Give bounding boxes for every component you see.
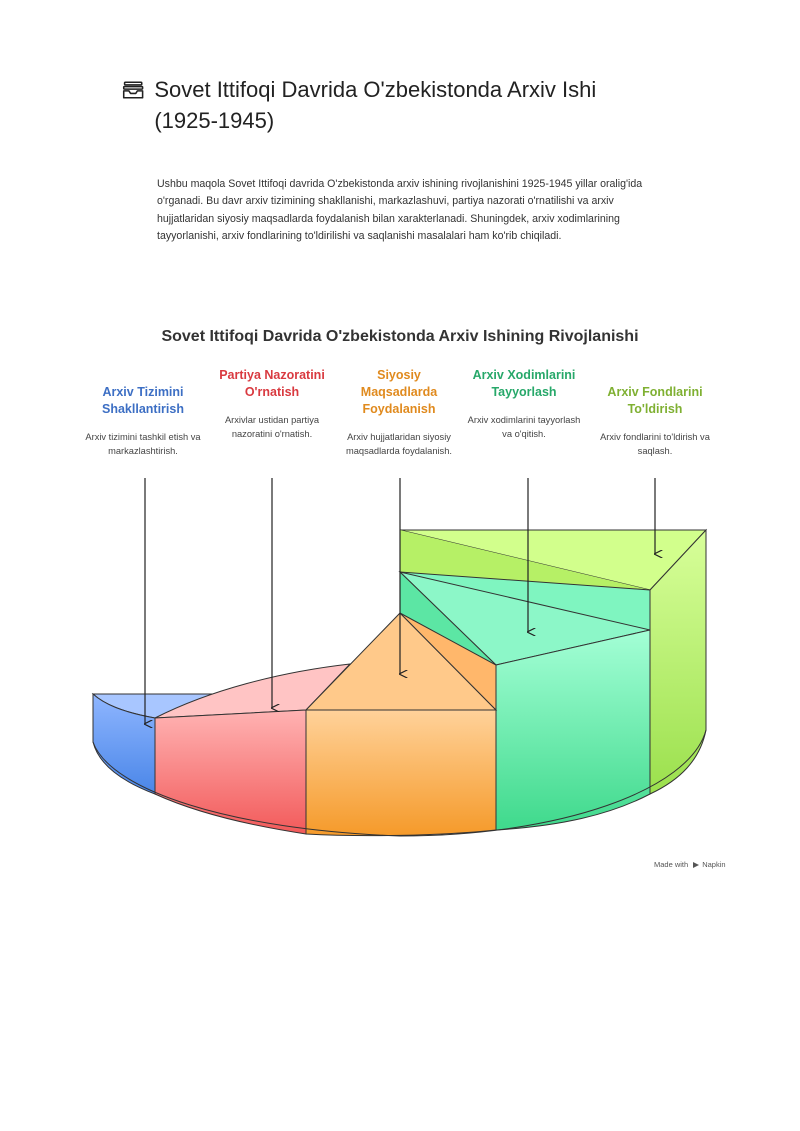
diagram-title: Sovet Ittifoqi Davrida O'zbekistonda Arxiv Ishining Rivojlanishi [161, 328, 639, 345]
napkin-logo-icon [692, 861, 700, 869]
stage-4-title: Arxiv Xodimlarini Tayyorlash [472, 368, 576, 399]
stage-4-description: Arxiv xodimlarini tayyorlash va o'qitish. [467, 415, 581, 439]
stage-2-title: Partiya Nazoratini O'rnatish [219, 368, 325, 399]
stage-5-description: Arxiv fondlarini to'ldirish va saqlash. [600, 432, 710, 456]
stage-1-description: Arxiv tizimini tashkil etish va markazlashtirish. [85, 432, 201, 456]
stage-2-description: Arxivlar ustidan partiya nazoratini o'rnatish. [224, 415, 320, 439]
stage-5-title: Arxiv Fondlarini To'ldirish [607, 385, 703, 416]
credit-text: Made with [654, 860, 689, 869]
intro-paragraph: Ushbu maqola Sovet Ittifoqi davrida O'zbekistonda arxiv ishining rivojlanishini 1925-1945 yillar oralig'ida o'rganadi. Bu davr arxiv tizimining shakllanishi, markazlashuvi, partiya nazorati o'rnatilishi va arxiv hujjatlaridan siyosiy maqsadlarda foydalanish bilan xarakterlanadi. Shuningdek, arxiv xodimlarining tayyorlanishi, arxiv fondlarining to'ldirilishi va saqlanishi masalalari ham ko'rib chiqiladi. [157, 178, 643, 242]
page-title: Sovet Ittifoqi Davrida O'zbekistonda Arxiv Ishi (1925-1945) [154, 77, 597, 133]
stage-1-title: Arxiv Tizimini Shakllantirish [102, 385, 184, 416]
stage-3-description: Arxiv hujjatlaridan siyosiy maqsadlarda foydalanish. [346, 432, 452, 456]
stage-3-title: Siyosiy Maqsadlarda Foydalanish [360, 368, 438, 416]
napkin-credit [654, 860, 726, 869]
credit-brand: Napkin [702, 860, 726, 869]
